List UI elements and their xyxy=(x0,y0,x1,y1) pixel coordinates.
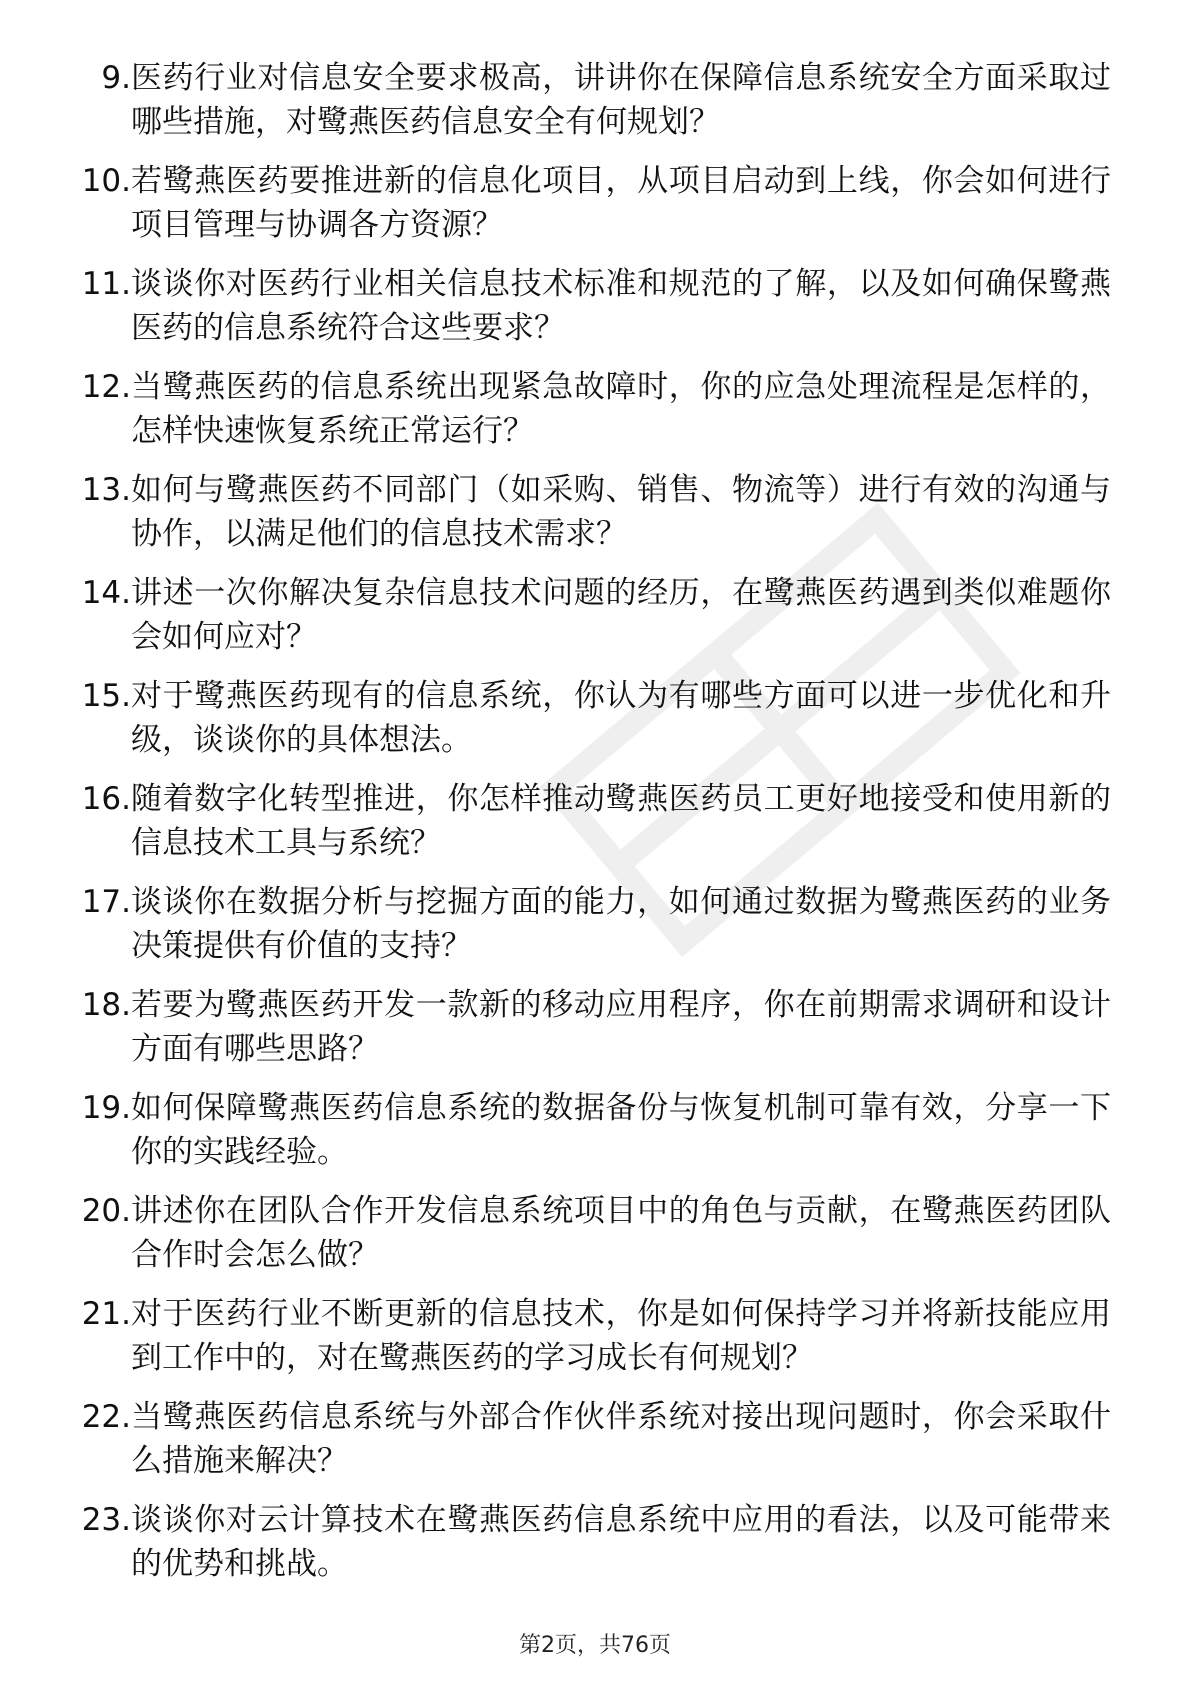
question-number: 21. xyxy=(81,1296,131,1332)
list-item xyxy=(0,563,1190,666)
question-text: 谈谈你对云计算技术在鹭燕医药信息系统中应用的看法，以及可能带来的优势和挑战。 xyxy=(131,1502,1111,1582)
question-number: 13. xyxy=(81,472,131,508)
list-item xyxy=(0,666,1190,769)
question-text: 如何与鹭燕医药不同部门（如采购、销售、物流等）进行有效的沟通与协作，以满足他们的信息技术需求？ xyxy=(131,472,1111,552)
list-item xyxy=(0,151,1190,254)
question-number: 20. xyxy=(81,1193,131,1229)
question-text: 随着数字化转型推进，你怎样推动鹭燕医药员工更好地接受和使用新的信息技术工具与系统？ xyxy=(131,781,1111,861)
question-text: 当鹭燕医药的信息系统出现紧急故障时，你的应急处理流程是怎样的，怎样快速恢复系统正常运行？ xyxy=(131,369,1111,449)
list-item xyxy=(0,1490,1190,1593)
list-item xyxy=(0,357,1190,460)
question-number: 19. xyxy=(81,1090,131,1126)
list-item xyxy=(0,872,1190,975)
question-text: 谈谈你在数据分析与挖掘方面的能力，如何通过数据为鹭燕医药的业务决策提供有价值的支持？ xyxy=(131,884,1111,964)
list-item xyxy=(0,460,1190,563)
question-text: 对于鹭燕医药现有的信息系统，你认为有哪些方面可以进一步优化和升级，谈谈你的具体想法。 xyxy=(131,678,1111,758)
list-item xyxy=(0,254,1190,357)
list-item xyxy=(0,1387,1190,1490)
question-number: 23. xyxy=(81,1502,131,1538)
question-number: 18. xyxy=(81,987,131,1023)
question-number: 10. xyxy=(81,163,131,199)
question-number: 12. xyxy=(81,369,131,405)
list-item xyxy=(0,1284,1190,1387)
question-text: 当鹭燕医药信息系统与外部合作伙伴系统对接出现问题时，你会采取什么措施来解决？ xyxy=(131,1399,1111,1479)
question-list xyxy=(0,48,1190,1593)
question-text: 讲述你在团队合作开发信息系统项目中的角色与贡献，在鹭燕医药团队合作时会怎么做？ xyxy=(131,1193,1111,1273)
question-number: 15. xyxy=(81,678,131,714)
question-number: 22. xyxy=(81,1399,131,1435)
question-number: 17. xyxy=(81,884,131,920)
question-text: 医药行业对信息安全要求极高，讲讲你在保障信息系统安全方面采取过哪些措施，对鹭燕医药信息安全有何规划？ xyxy=(131,60,1111,140)
list-item xyxy=(0,1078,1190,1181)
list-item xyxy=(0,975,1190,1078)
question-text: 对于医药行业不断更新的信息技术，你是如何保持学习并将新技能应用到工作中的，对在鹭燕医药的学习成长有何规划？ xyxy=(131,1296,1111,1376)
page-footer: 第2页，共76页 xyxy=(519,1633,671,1658)
list-item xyxy=(0,1181,1190,1284)
question-text: 若要为鹭燕医药开发一款新的移动应用程序，你在前期需求调研和设计方面有哪些思路？ xyxy=(131,987,1111,1067)
question-number: 9. xyxy=(101,60,131,96)
list-item xyxy=(0,769,1190,872)
question-text: 如何保障鹭燕医药信息系统的数据备份与恢复机制可靠有效，分享一下你的实践经验。 xyxy=(131,1090,1111,1170)
question-text: 讲述一次你解决复杂信息技术问题的经历，在鹭燕医药遇到类似难题你会如何应对？ xyxy=(131,575,1111,655)
question-number: 16. xyxy=(81,781,131,817)
list-item xyxy=(0,48,1190,151)
question-number: 11. xyxy=(81,266,131,302)
question-text: 谈谈你对医药行业相关信息技术标准和规范的了解，以及如何确保鹭燕医药的信息系统符合这些要求？ xyxy=(131,266,1111,346)
question-text: 若鹭燕医药要推进新的信息化项目，从项目启动到上线，你会如何进行项目管理与协调各方资源？ xyxy=(131,163,1111,243)
question-number: 14. xyxy=(81,575,131,611)
